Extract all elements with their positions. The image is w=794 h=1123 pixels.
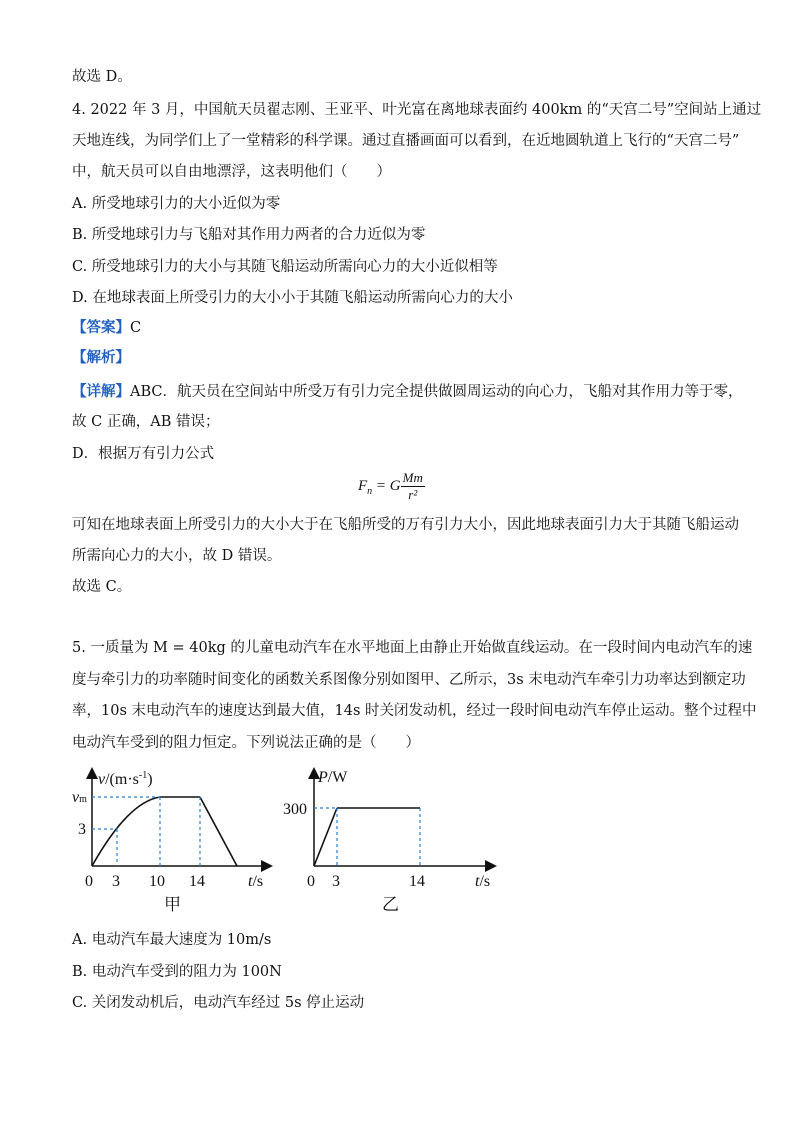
text-line: 故选 D。 xyxy=(72,69,132,85)
text-line: 可知在地球表面上所受引力的大小大于在飞船所受的万有引力大小，因此地球表面引力大于其随飞船运动 xyxy=(72,517,739,533)
formula-lhs: F xyxy=(358,477,368,494)
xtick-14: 14 xyxy=(189,873,205,890)
option-b: B. 电动汽车受到的阻力为 100N xyxy=(72,964,282,980)
text-line: 度与牵引力的功率随时间变化的函数关系图像分别如图甲、乙所示，3s 末电动汽车牵引力功率达到额定功 xyxy=(72,672,746,688)
gravity-formula xyxy=(358,470,425,503)
option-a: A. 电动汽车最大速度为 10m/s xyxy=(72,932,272,948)
formula-denominator: r² xyxy=(408,487,418,502)
text-line: 中，航天员可以自由地漂浮，这表明他们（ ） xyxy=(72,164,391,180)
velocity-curve xyxy=(92,797,160,866)
xtick-3: 3 xyxy=(112,873,120,890)
text-line: 天地连线，为同学们上了一堂精彩的科学课。通过直播画面可以看到，在近地圆轨道上飞行的“天宫二号” xyxy=(72,133,740,149)
detail-line xyxy=(72,382,743,402)
formula-fraction xyxy=(401,470,425,503)
power-rise xyxy=(314,808,337,866)
ylabel: P/W xyxy=(318,769,348,786)
xlabel: t/s xyxy=(248,873,264,890)
xlabel: t/s xyxy=(475,873,491,890)
option-a: A. 所受地球引力的大小近似为零 xyxy=(72,196,281,212)
text-line: 故 C 正确，AB 错误； xyxy=(72,414,220,430)
chart-jia xyxy=(60,762,280,917)
caption-jia: 甲 xyxy=(164,895,181,914)
answer-value: C xyxy=(130,320,142,336)
xtick-14: 14 xyxy=(409,873,425,890)
answer-line xyxy=(72,318,141,338)
velocity-decel xyxy=(200,797,237,866)
text-line: 电动汽车受到的阻力恒定。下列说法正确的是（ ） xyxy=(72,735,420,751)
xtick-10: 10 xyxy=(149,873,165,890)
xtick-0: 0 xyxy=(85,873,93,890)
formula-numerator: Mm xyxy=(402,470,423,485)
detail-text: ABC．航天员在空间站中所受万有引力完全提供做圆周运动的向心力，飞船对其作用力等于零， xyxy=(130,384,743,400)
option-c: C. 关闭发动机后，电动汽车经过 5s 停止运动 xyxy=(72,995,365,1011)
ytick-3: 3 xyxy=(78,821,86,838)
formula-sub: n xyxy=(367,485,373,497)
ytick-300: 300 xyxy=(283,801,307,818)
text-line: 率，10s 末电动汽车的速度达到最大值，14s 时关闭发动机，经过一段时间电动汽车停止运动。整个过程中 xyxy=(72,703,757,719)
answer-label: 【答案】 xyxy=(72,319,130,336)
text-line: D．根据万有引力公式 xyxy=(72,446,215,462)
option-d: D. 在地球表面上所受引力的大小小于其随飞船运动所需向心力的大小 xyxy=(72,290,513,306)
caption-yi: 乙 xyxy=(382,895,399,914)
ytick-vm: vm xyxy=(72,789,87,806)
option-b: B. 所受地球引力与飞船对其作用力两者的合力近似为零 xyxy=(72,227,426,243)
xtick-3: 3 xyxy=(332,873,340,890)
chart-yi xyxy=(280,762,510,917)
detail-label: 【详解】 xyxy=(72,383,130,400)
question-4-stem: 4. 2022 年 3 月，中国航天员翟志刚、王亚平、叶光富在离地球表面约 400km 的“天宫二号”空间站上通过 xyxy=(72,102,762,118)
question-5-stem: 5. 一质量为 M = 40kg 的儿童电动汽车在水平地面上由静止开始做直线运动。在一段时间内电动汽车的速 xyxy=(72,640,753,656)
ylabel: $v/(m\cdot s^{-1})$ xyxy=(98,770,153,788)
analysis-label: 【解析】 xyxy=(72,349,130,366)
option-c: C. 所受地球引力的大小与其随飞船运动所需向心力的大小近似相等 xyxy=(72,259,498,275)
formula-eq: = G xyxy=(372,477,401,494)
xtick-0: 0 xyxy=(307,873,315,890)
analysis-heading xyxy=(72,348,130,368)
text-line: 所需向心力的大小，故 D 错误。 xyxy=(72,548,282,564)
text-line: 故选 C。 xyxy=(72,579,132,595)
